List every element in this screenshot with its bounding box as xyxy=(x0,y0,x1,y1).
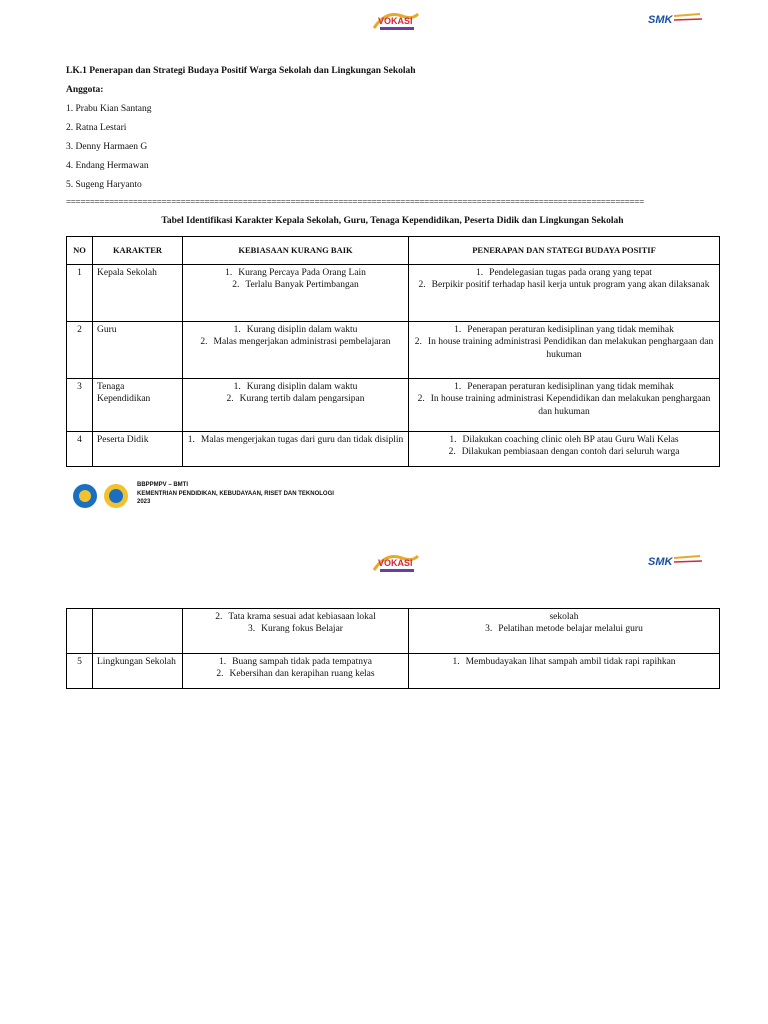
row-kebiasaan: 1. Kurang disiplin dalam waktu 2. Kurang tertib dalam pengarsipan xyxy=(183,379,409,432)
row-karakter: Kepala Sekolah xyxy=(93,265,183,322)
table-row xyxy=(67,432,720,467)
row-penerapan: 1. Dilakukan coaching clinic oleh BP atau Guru Wali Kelas 2. Dilakukan pembiasaan dengan contoh dari seluruh warga xyxy=(409,432,720,467)
separator-rule: ========================================================================================================================= xyxy=(66,197,644,207)
identification-table-continued xyxy=(66,608,720,689)
row-kebiasaan: 1. Kurang Percaya Pada Orang Lain 2. Terlalu Banyak Pertimbangan xyxy=(183,265,409,322)
table-row xyxy=(67,379,720,432)
document-title: LK.1 Penerapan dan Strategi Budaya Positif Warga Sekolah dan Lingkungan Sekolah xyxy=(66,66,416,76)
row-no: 3 xyxy=(67,379,93,432)
row-no: 4 xyxy=(67,432,93,467)
header-no: NO xyxy=(67,237,93,265)
row-penerapan: 1. Pendelegasian tugas pada orang yang tepat 2. Berpikir positif terhadap hasil kerja untuk program yang akan dilaksanak xyxy=(409,265,720,322)
row-penerapan: 1. Penerapan peraturan kedisiplinan yang tidak memihak 2. In house training administrasi Kependidikan dan melakukan penghargaan dan hukuman xyxy=(409,379,720,432)
svg-text:VOKASI: VOKASI xyxy=(378,558,413,568)
svg-text:SMK: SMK xyxy=(648,14,673,26)
row-karakter: Guru xyxy=(93,322,183,379)
member-item: 4. Endang Hermawan xyxy=(66,161,149,171)
table-row xyxy=(67,609,720,654)
footer-line-ministry: KEMENTRIAN PENDIDIKAN, KEBUDAYAAN, RISET DAN TEKNOLOGI xyxy=(137,490,334,497)
table-row xyxy=(67,322,720,379)
header-penerapan: PENERAPAN DAN STATEGI BUDAYA POSITIF xyxy=(409,237,720,265)
vokasi-logo xyxy=(372,550,420,576)
footer-institution xyxy=(137,481,334,507)
vokasi-logo xyxy=(372,8,420,34)
row-penerapan: 1. Penerapan peraturan kedisiplinan yang tidak memihak 2. In house training administrasi Pendidikan dan melakukan penghargaan dan hukuman xyxy=(409,322,720,379)
row-kebiasaan: 2. Tata krama sesuai adat kebiasaan lokal 3. Kurang fokus Belajar xyxy=(183,609,409,654)
table-header-row xyxy=(67,237,720,265)
member-item: 1. Prabu Kian Santang xyxy=(66,104,152,114)
row-karakter xyxy=(93,609,183,654)
row-penerapan: 1. Membudayakan lihat sampah ambil tidak rapi rapihkan xyxy=(409,654,720,689)
row-no xyxy=(67,609,93,654)
ministry-logos xyxy=(72,482,132,510)
svg-text:SMK: SMK xyxy=(648,556,673,568)
row-no: 5 xyxy=(67,654,93,689)
identification-table xyxy=(66,236,720,467)
row-penerapan: sekolah 3. Pelatihan metode belajar melalui guru xyxy=(409,609,720,654)
footer-line-institution: BBPPMPV – BMTI xyxy=(137,482,189,488)
row-karakter: Peserta Didik xyxy=(93,432,183,467)
anggota-label: Anggota: xyxy=(66,85,104,95)
row-no: 2 xyxy=(67,322,93,379)
member-item: 2. Ratna Lestari xyxy=(66,123,127,133)
member-item: 3. Denny Harmaen G xyxy=(66,142,148,152)
row-kebiasaan: 1. Kurang disiplin dalam waktu 2. Malas mengerjakan administrasi pembelajaran xyxy=(183,322,409,379)
row-karakter: Lingkungan Sekolah xyxy=(93,654,183,689)
table-title: Tabel Identifikasi Karakter Kepala Sekolah, Guru, Tenaga Kependidikan, Peserta Didik dan Lingkungan Sekolah xyxy=(161,216,624,226)
footer-line-year: 2023 xyxy=(137,499,151,506)
table-row xyxy=(67,654,720,689)
row-karakter: Tenaga Kependidikan xyxy=(93,379,183,432)
row-kebiasaan: 1. Buang sampah tidak pada tempatnya 2. Kebersihan dan kerapihan ruang kelas xyxy=(183,654,409,689)
smk-bisa-hebat-logo xyxy=(648,550,704,572)
svg-text:VOKASI: VOKASI xyxy=(378,16,413,26)
header-karakter: KARAKTER xyxy=(93,237,183,265)
table-row xyxy=(67,265,720,322)
member-item: 5. Sugeng Haryanto xyxy=(66,180,142,190)
header-kebiasaan: KEBIASAAN KURANG BAIK xyxy=(183,237,409,265)
smk-bisa-hebat-logo xyxy=(648,8,704,30)
row-kebiasaan: 1. Malas mengerjakan tugas dari guru dan tidak disiplin xyxy=(183,432,409,467)
row-no: 1 xyxy=(67,265,93,322)
